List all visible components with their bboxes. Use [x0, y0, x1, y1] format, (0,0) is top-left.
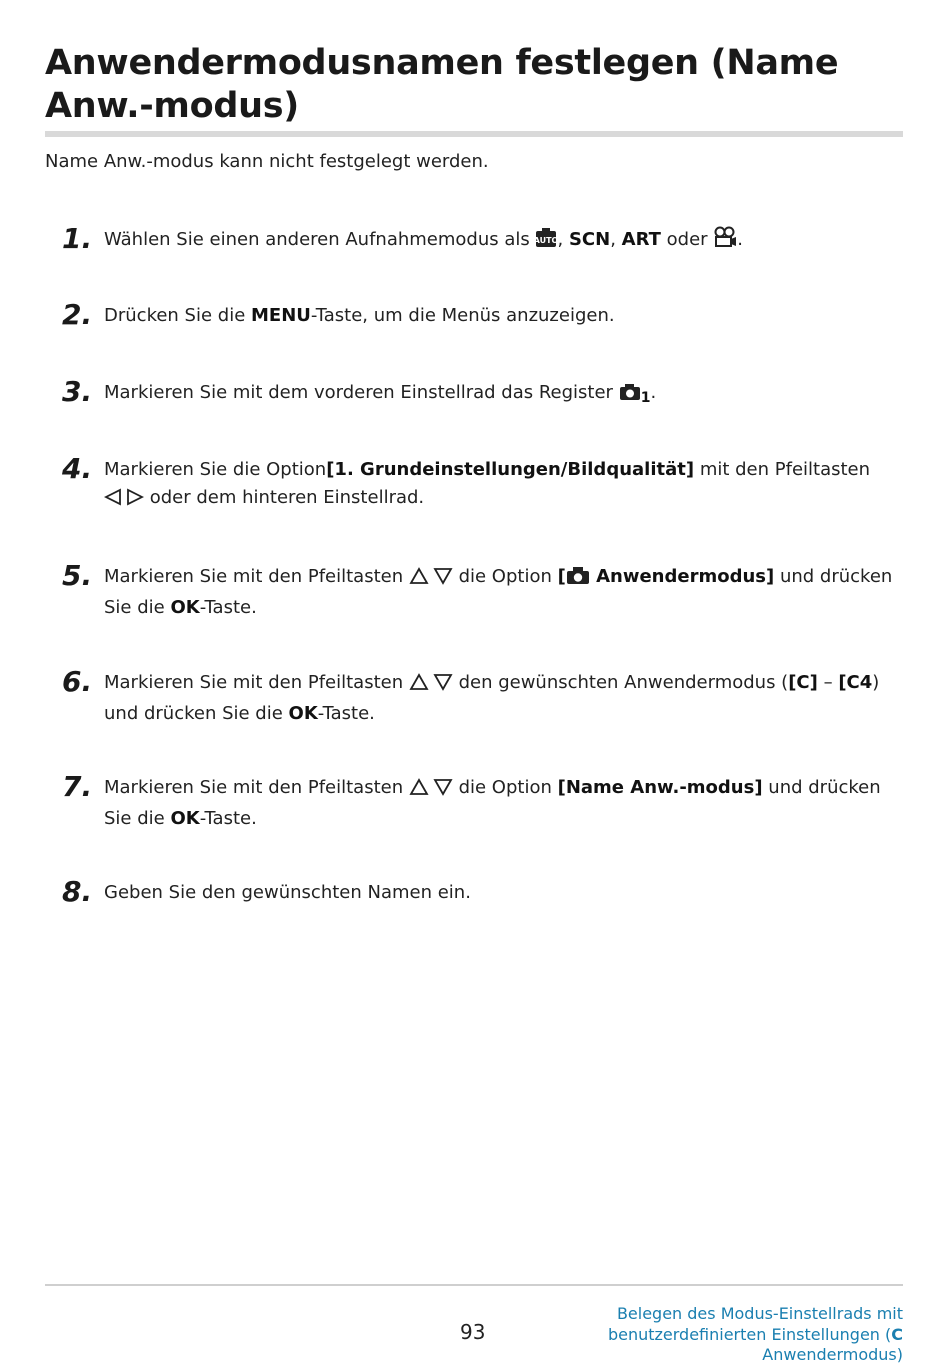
- footer-section-link[interactable]: Belegen des Modus-Einstellrads mit benutzerdefinierten Einstellungen (C Anwendermodus): [607, 1304, 903, 1364]
- svg-text:AUTO: AUTO: [534, 236, 559, 245]
- left-right-arrow-keys-icon: [104, 487, 144, 515]
- camera-tab-icon: [619, 382, 641, 410]
- step-number: 1.: [62, 222, 93, 255]
- intro-text: Name Anw.-modus kann nicht festgelegt werden.: [45, 151, 489, 172]
- page-number: 93: [460, 1320, 486, 1344]
- step-text: Markieren Sie die Option[1. Grundeinstellungen/Bildqualität] mit den Pfeiltasten oder dem hinteren Einstellrad.: [104, 456, 904, 515]
- up-down-arrow-keys-icon: [409, 566, 453, 594]
- step-number: 2.: [62, 298, 93, 331]
- camera-icon: [566, 566, 590, 594]
- step-text: Wählen Sie einen anderen Aufnahmemodus als AUTO , SCN, ART oder .: [104, 226, 904, 257]
- footer-divider: [45, 1284, 903, 1286]
- step-text: Drücken Sie die MENU-Taste, um die Menüs anzuzeigen.: [104, 305, 615, 326]
- step-number: 4.: [62, 452, 93, 485]
- step-text: Markieren Sie mit den Pfeiltasten den gewünschten Anwendermodus ([C] – [C4) und drücken Sie die OK-Taste.: [104, 672, 880, 724]
- title-divider: [45, 131, 903, 137]
- step-text: Markieren Sie mit den Pfeiltasten die Option [ Anwendermodus] und drücken Sie die OK-Taste.: [104, 566, 893, 618]
- step-text: Geben Sie den gewünschten Namen ein.: [104, 882, 471, 903]
- page-title: Anwendermodusnamen festlegen (Name Anw.-modus): [45, 43, 839, 126]
- up-down-arrow-keys-icon: [409, 777, 453, 805]
- step-number: 3.: [62, 375, 93, 408]
- step-number: 7.: [62, 770, 93, 803]
- auto-mode-icon: [535, 228, 557, 257]
- step-number: 6.: [62, 665, 93, 698]
- step-text: Markieren Sie mit dem vorderen Einstellrad das Register $_1$.: [104, 379, 904, 412]
- step-text: Markieren Sie mit den Pfeiltasten die Option [Name Anw.-modus] und drücken Sie die OK-Taste.: [104, 777, 881, 829]
- step-number: 8.: [62, 875, 93, 908]
- up-down-arrow-keys-icon: [409, 672, 453, 700]
- movie-camera-icon: [713, 226, 737, 257]
- step-number: 5.: [62, 559, 93, 592]
